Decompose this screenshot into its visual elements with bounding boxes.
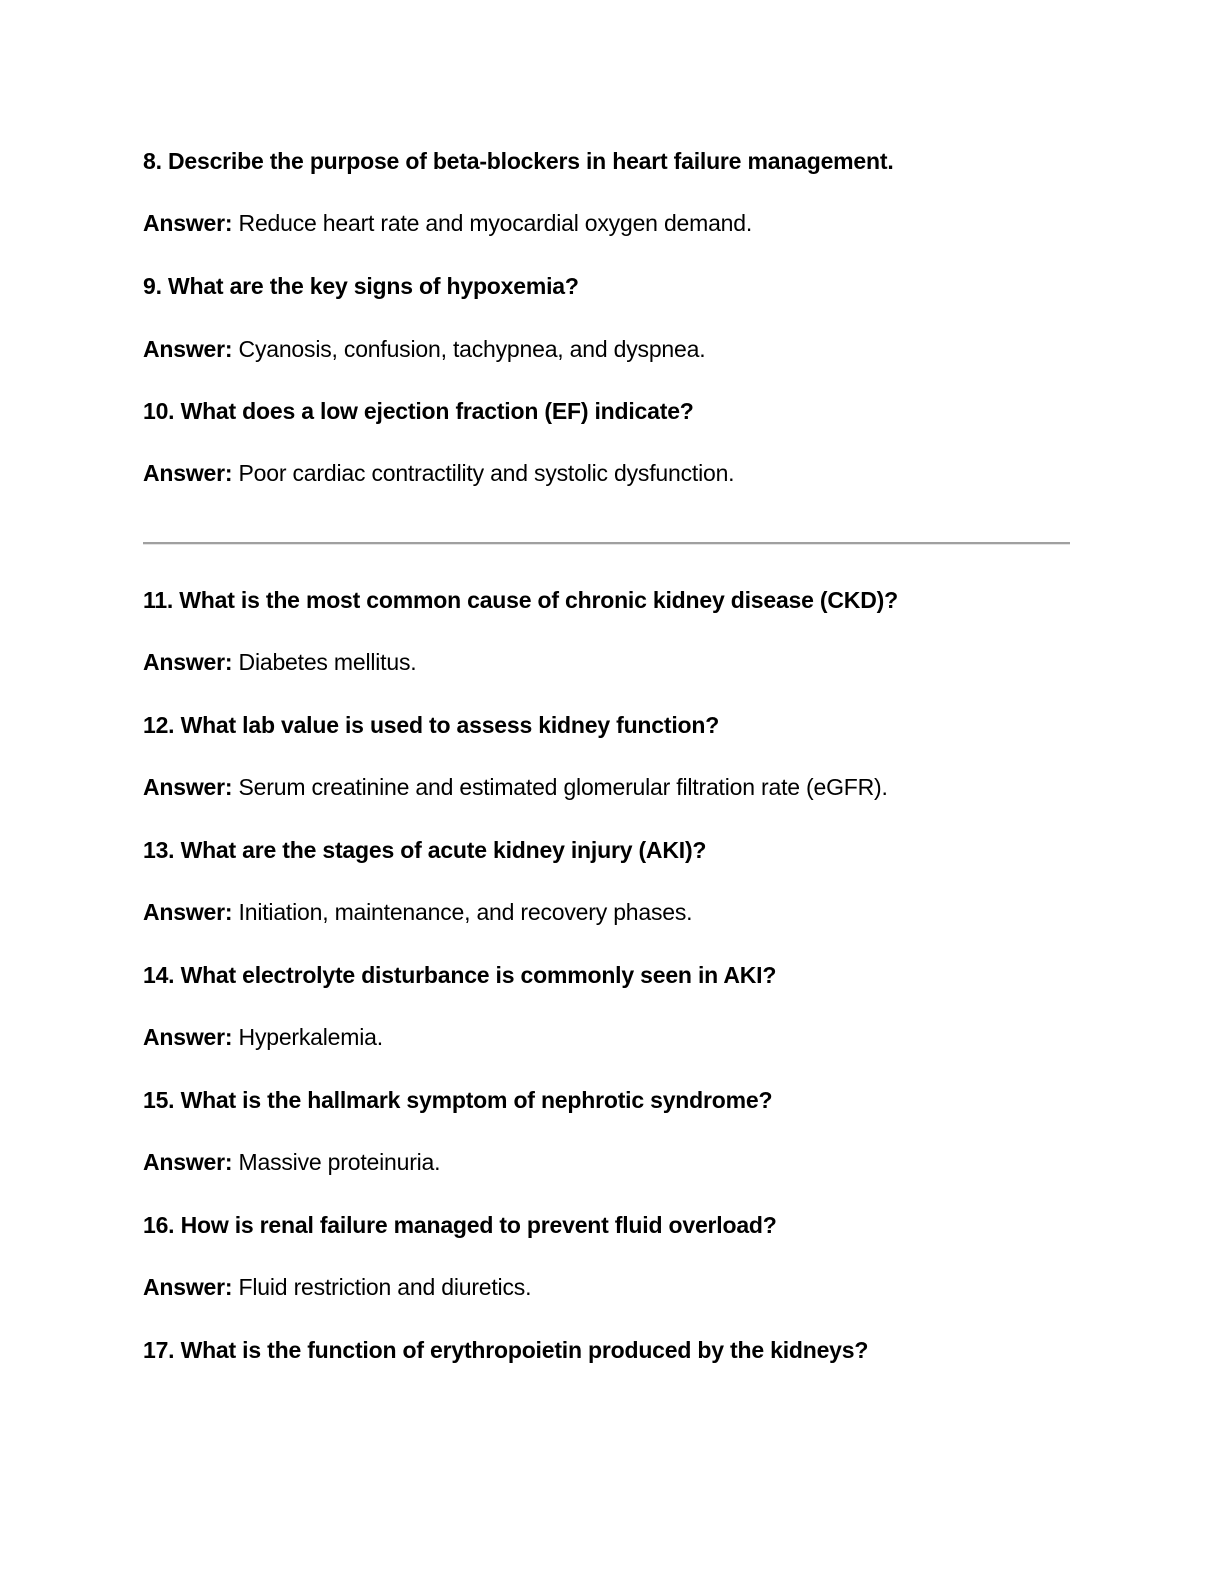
answer-15: [143, 1147, 440, 1177]
answer-10: [143, 458, 734, 488]
answer-text: Serum creatinine and estimated glomerular filtration rate (eGFR).: [232, 774, 888, 800]
answer-text: Initiation, maintenance, and recovery phases.: [232, 899, 693, 925]
answer-text: Poor cardiac contractility and systolic dysfunction.: [232, 460, 735, 486]
answer-12: [143, 772, 888, 802]
question-17: 17. What is the function of erythropoietin produced by the kidneys?: [143, 1337, 869, 1363]
answer-13: [143, 897, 692, 927]
answer-text: Massive proteinuria.: [232, 1149, 441, 1175]
answer-label: Answer:: [143, 774, 233, 800]
question-12: 12. What lab value is used to assess kidney function?: [143, 712, 720, 738]
question-16: 16. How is renal failure managed to prevent fluid overload?: [143, 1212, 777, 1238]
answer-11: [143, 647, 416, 677]
question-13: 13. What are the stages of acute kidney injury (AKI)?: [143, 837, 707, 863]
question-14: 14. What electrolyte disturbance is commonly seen in AKI?: [143, 962, 777, 988]
answer-label: Answer:: [143, 1024, 233, 1050]
answer-8: [143, 208, 752, 238]
question-15: 15. What is the hallmark symptom of nephrotic syndrome?: [143, 1087, 773, 1113]
question-9: 9. What are the key signs of hypoxemia?: [143, 273, 579, 299]
answer-label: Answer:: [143, 899, 233, 925]
question-8: 8. Describe the purpose of beta-blockers in heart failure management.: [143, 148, 894, 174]
answer-14: [143, 1022, 383, 1052]
answer-label: Answer:: [143, 649, 233, 675]
answer-text: Diabetes mellitus.: [232, 649, 417, 675]
answer-label: Answer:: [143, 210, 233, 236]
section-divider: [143, 542, 1070, 545]
answer-text: Fluid restriction and diuretics.: [232, 1274, 532, 1300]
answer-text: Cyanosis, confusion, tachypnea, and dyspnea.: [232, 336, 706, 362]
answer-label: Answer:: [143, 460, 233, 486]
answer-label: Answer:: [143, 336, 233, 362]
answer-text: Reduce heart rate and myocardial oxygen demand.: [232, 210, 753, 236]
answer-label: Answer:: [143, 1274, 233, 1300]
answer-text: Hyperkalemia.: [232, 1024, 383, 1050]
answer-label: Answer:: [143, 1149, 233, 1175]
answer-9: [143, 334, 705, 364]
question-10: 10. What does a low ejection fraction (EF) indicate?: [143, 398, 694, 424]
answer-16: [143, 1272, 531, 1302]
question-11: 11. What is the most common cause of chronic kidney disease (CKD)?: [143, 587, 898, 613]
